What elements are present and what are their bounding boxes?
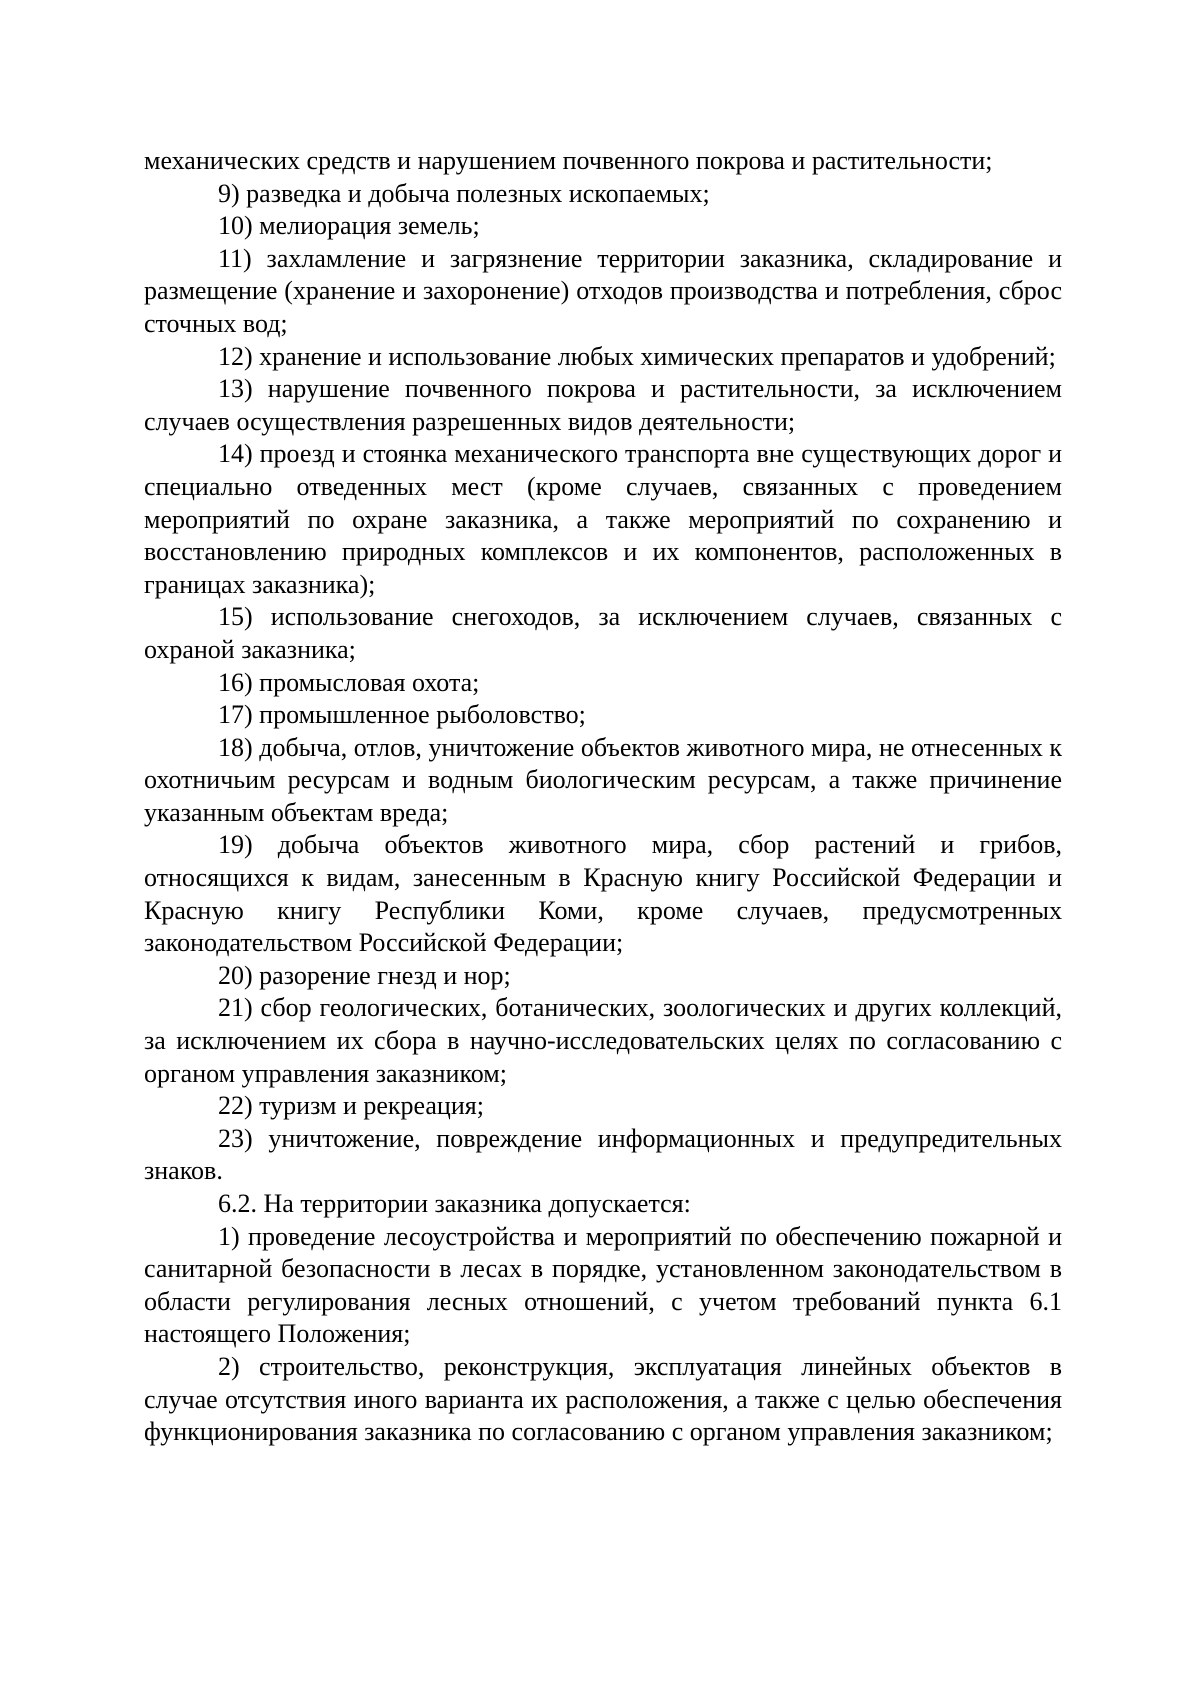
- list-item-23: 23) уничтожение, повреждение информационных и предупредительных знаков.: [144, 1123, 1062, 1186]
- list-item-16: 16) промысловая охота;: [218, 667, 480, 697]
- list-item-18: 18) добыча, отлов, уничтожение объектов животного мира, не отнесенных к охотничьим ресурсам и водным биологическим ресурсам, а также причинение указанным объектам вреда;: [144, 732, 1062, 827]
- list-item-11: 11) захламление и загрязнение территории заказника, складирование и размещение (хранение и захоронение) отходов производства и потребления, сброс сточных вод;: [144, 243, 1062, 338]
- list-item-14: 14) проезд и стоянка механического транспорта вне существующих дорог и специально отведенных мест (кроме случаев, связанных с проведением мероприятий по охране заказника, а также мероприятий по сохранению и восстановлению природных комплексов и их компонентов, расположенных в границах заказника);: [144, 439, 1062, 599]
- list-item-22: 22) туризм и рекреация;: [218, 1091, 484, 1121]
- document-body: [144, 145, 1062, 1449]
- list-item-21: 21) сбор геологических, ботанических, зоологических и других коллекций, за исключением их сбора в научно-исследовательских целях по согласованию с органом управления заказником;: [144, 993, 1062, 1088]
- list-item-13: 13) нарушение почвенного покрова и растительности, за исключением случаев осуществления разрешенных видов деятельности;: [144, 374, 1062, 436]
- list-item-20: 20) разорение гнезд и нор;: [218, 960, 511, 990]
- list-item-9: 9) разведка и добыча полезных ископаемых;: [218, 178, 710, 208]
- paragraph-continuation: механических средств и нарушением почвенного покрова и растительности;: [144, 146, 993, 175]
- list-item-15: 15) использование снегоходов, за исключением случаев, связанных с охраной заказника;: [144, 602, 1062, 664]
- section-heading-6-2: 6.2. На территории заказника допускается:: [218, 1189, 691, 1218]
- list-item-17: 17) промышленное рыболовство;: [218, 700, 586, 730]
- list-item-19: 19) добыча объектов животного мира, сбор растений и грибов, относящихся к видам, занесенным в Красную книгу Российской Федерации и Красную книгу Республики Коми, кроме случаев, предусмотренных законодательством Российской Федерации;: [144, 830, 1062, 958]
- list-item-12: 12) хранение и использование любых химических препаратов и удобрений;: [218, 341, 1056, 371]
- allowed-item-1: 1) проведение лесоустройства и мероприятий по обеспечению пожарной и санитарной безопасности в лесах в порядке, установленном законодательством в области регулирования лесных отношений, с учетом требований пункта 6.1 настоящего Положения;: [144, 1221, 1062, 1349]
- list-item-10: 10) мелиорация земель;: [218, 211, 480, 241]
- allowed-item-2: 2) строительство, реконструкция, эксплуатация линейных объектов в случае отсутствия иного варианта их расположения, а также с целью обеспечения функционирования заказника по согласованию с органом управления заказником;: [144, 1351, 1062, 1447]
